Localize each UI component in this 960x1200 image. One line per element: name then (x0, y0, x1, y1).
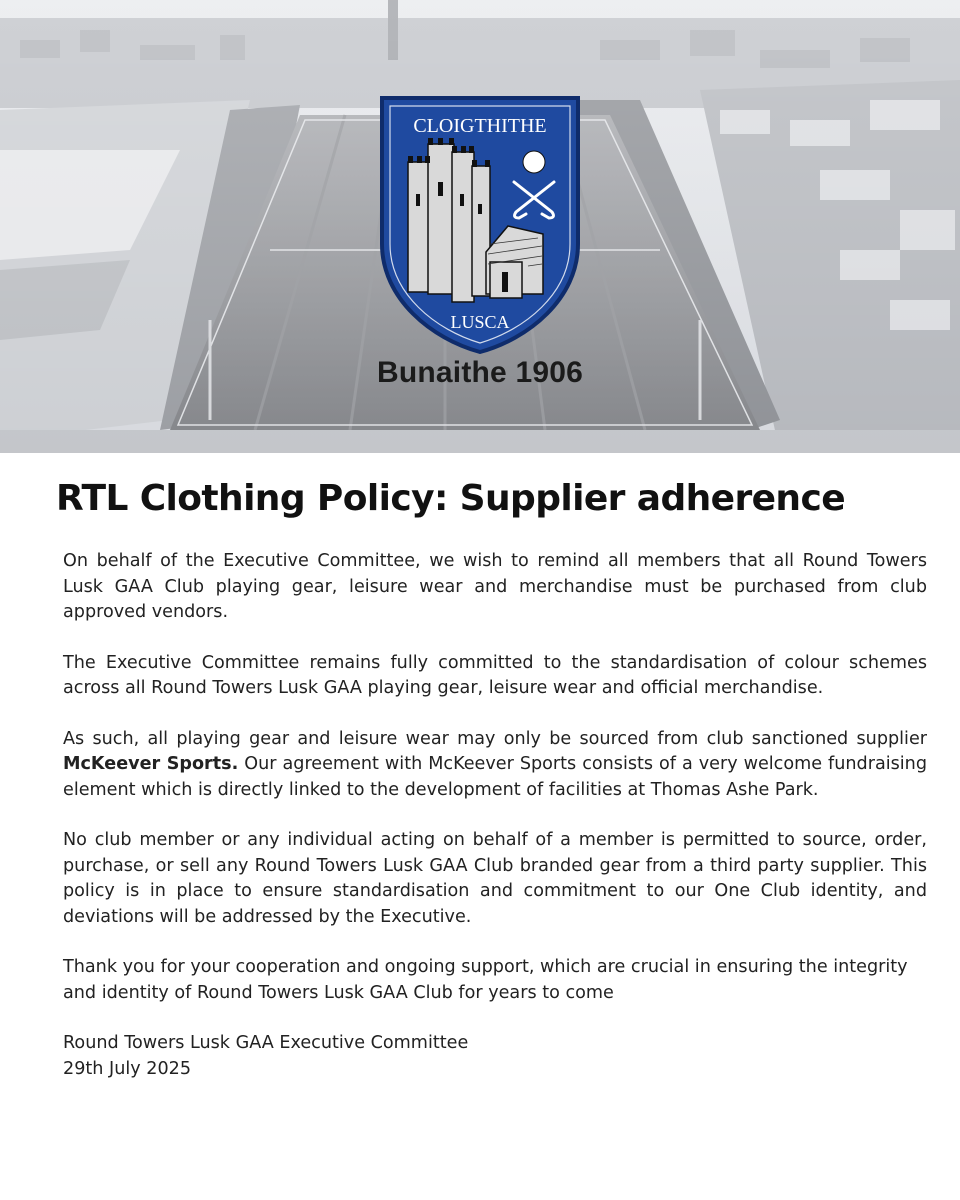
page-title: RTL Clothing Policy: Supplier adherence (56, 478, 846, 519)
crest-bottom-text: LUSCA (450, 312, 510, 332)
supplier-name: McKeever Sports. (63, 754, 239, 774)
date: 29th July 2025 (63, 1058, 192, 1079)
paragraph-3-start: As such, all playing gear and leisure wear may only be sourced from club sanctioned supplier (63, 728, 927, 749)
paragraph-2: The Executive Committee remains fully committed to the standardisation of colour schemes across all Round Towers Lusk GAA playing gear, leisure wear and official merchandise. (63, 652, 927, 698)
signature: Round Towers Lusk GAA Executive Committee (63, 1033, 469, 1053)
paragraph-1: On behalf of the Executive Committee, we wish to remind all members that all Round Towers Lusk GAA Club playing gear, leisure wear and merchandise must be purchased from club approved vendors. (63, 551, 927, 622)
paragraph-5: Thank you for your cooperation and ongoing support, which are crucial in ensuring the integrity and identity of Round Towers Lusk GAA Club for years to come (63, 957, 908, 1003)
club-crest-logo (378, 94, 582, 354)
paragraph-3-end: Our agreement with McKeever Sports consists of a very welcome fundraising element which is directly linked to the development of facilities at Thomas Ashe Park. (63, 754, 927, 800)
paragraph-4: No club member or any individual acting on behalf of a member is permitted to source, order, purchase, or sell any Round Towers Lusk GAA Club branded gear from a third party supplier. This policy is in place to ensure standardisation and commitment to our One Club identity, and deviations will be addressed by the Executive. (63, 830, 927, 927)
founded-text: Bunaithe 1906 (376, 356, 583, 389)
header-banner (0, 0, 960, 453)
policy-body (63, 549, 927, 1082)
crest-top-text: CLOIGTHITHE (413, 115, 547, 137)
paragraph-3 (63, 727, 927, 804)
